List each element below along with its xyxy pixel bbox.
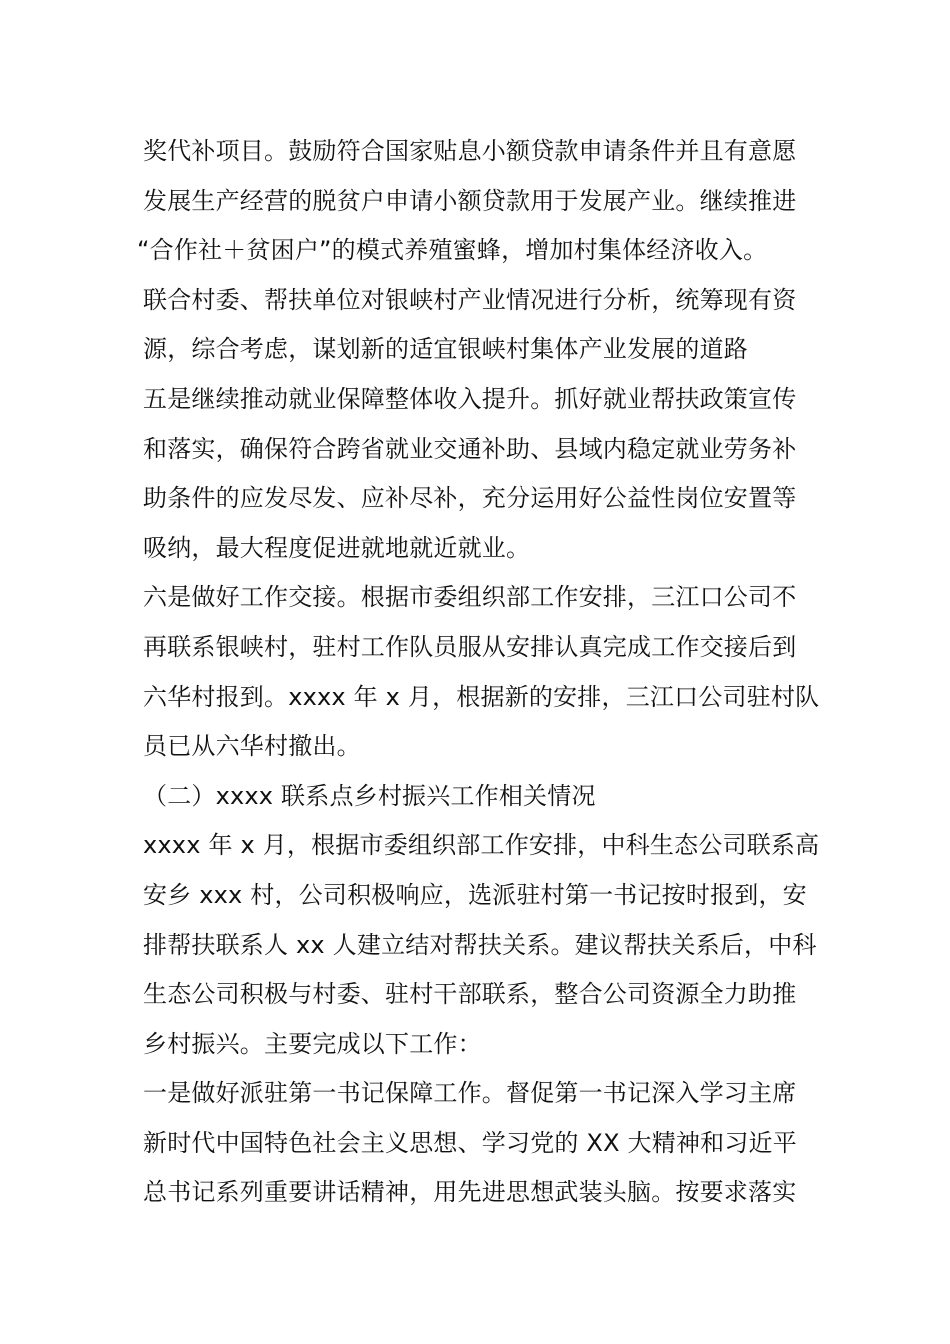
text-line: 安乡 xxx 村，公司积极响应，选派驻村第一书记按时报到，安 [143, 880, 807, 909]
section-six-heading-line: 六是做好工作交接。根据市委组织部工作安排，三江口公司不 [143, 583, 797, 612]
text-line: 奖代补项目。鼓励符合国家贴息小额贷款申请条件并且有意愿 [143, 137, 797, 165]
text-line: 总书记系列重要讲话精神，用先进思想武装头脑。按要求落实 [143, 1178, 797, 1207]
text-line: 六华村报到。xxxx 年 x 月，根据新的安排，三江口公司驻村队 [143, 682, 820, 711]
text-line: 新时代中国特色社会主义思想、学习党的 XX 大精神和习近平 [143, 1128, 797, 1157]
text-line: 和落实，确保符合跨省就业交通补助、县域内稳定就业劳务补 [143, 434, 797, 463]
text-line: “合作社＋贫困户”的模式养殖蜜蜂，增加村集体经济收入。 [137, 236, 768, 265]
section-five-heading-line: 五是继续推动就业保障整体收入提升。抓好就业帮扶政策宣传 [143, 384, 797, 413]
text-line: 助条件的应发尽发、应补尽补，充分运用好公益性岗位安置等 [143, 484, 797, 513]
text-line: 联合村委、帮扶单位对银峡村产业情况进行分析，统筹现有资 [143, 285, 797, 314]
text-line: 再联系银峡村，驻村工作队员服从安排认真完成工作交接后到 [143, 632, 797, 661]
text-line: 生态公司积极与村委、驻村干部联系，整合公司资源全力助推 [143, 980, 797, 1009]
text-line: 排帮扶联系人 xx 人建立结对帮扶关系。建议帮扶关系后，中科 [143, 930, 817, 959]
text-line: 乡村振兴。主要完成以下工作： [143, 1029, 482, 1058]
subsection-heading: （二）xxxx 联系点乡村振兴工作相关情况 [143, 781, 596, 810]
document-body [137, 127, 820, 1218]
text-line: xxxx 年 x 月，根据市委组织部工作安排，中科生态公司联系高 [143, 831, 820, 860]
text-line: 吸纳，最大程度促进就地就近就业。 [143, 533, 531, 562]
text-line: 源，综合考虑，谋划新的适宜银峡村集体产业发展的道路 [143, 335, 748, 364]
text-line: 发展生产经营的脱贫户申请小额贷款用于发展产业。继续推进 [143, 186, 797, 215]
text-line: 员已从六华村撤出。 [143, 732, 361, 761]
section-one-heading-line: 一是做好派驻第一书记保障工作。督促第一书记深入学习主席 [143, 1079, 797, 1108]
